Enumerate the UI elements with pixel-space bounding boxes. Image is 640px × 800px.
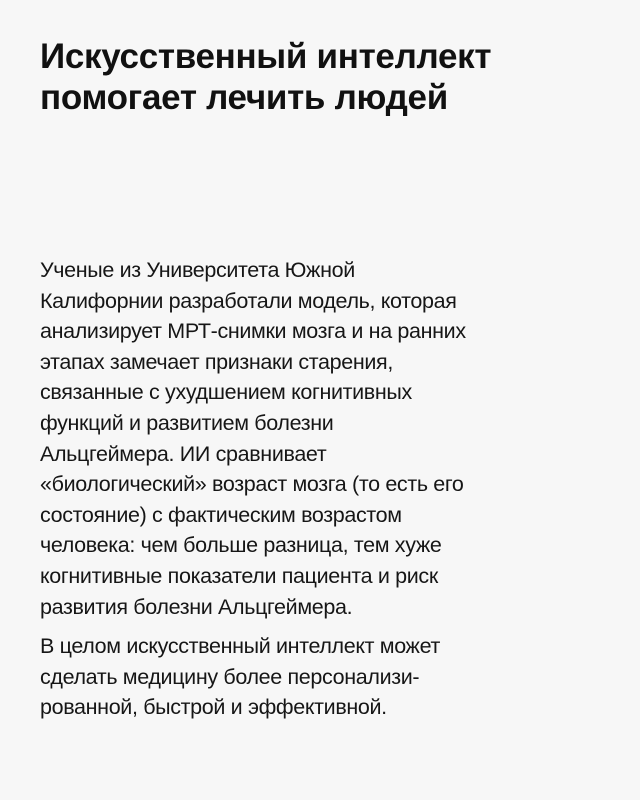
title-line: Искусственный интеллект [40,37,492,76]
body-paragraph [40,631,620,723]
body-line: развития болезни Альцгеймера. [40,594,353,619]
body-line: Ученые из Университета Южной [40,258,355,282]
body-line: человека: чем больше разница, тем хуже [40,533,442,558]
body-line: Альцгеймера. ИИ сравнивает [40,441,327,466]
body-line: этапах замечает признаки старения, [40,349,393,374]
body-paragraph [40,255,620,622]
post-body [40,255,620,723]
body-line: «биологический» возраст мозга (то есть его [40,472,464,497]
body-line: анализирует МРТ-снимки мозга и на ранних [40,319,466,344]
body-line: сделать медицину более персонализи- [40,664,420,689]
body-line: когнитивные показатели пациента и риск [40,563,438,588]
body-line: Калифорнии разработали модель, которая [40,288,457,313]
body-line: В целом искусственный интеллект может [40,634,440,659]
body-line: связанные с ухудшением когнитивных [40,380,412,405]
body-line: функций и развитием болезни [40,410,334,435]
body-line: состояние) с фактическим возрастом [40,502,402,527]
body-line: рованной, быстрой и эффективной. [40,695,387,720]
post-title [40,36,620,118]
title-line: помогает лечить людей [40,78,448,117]
